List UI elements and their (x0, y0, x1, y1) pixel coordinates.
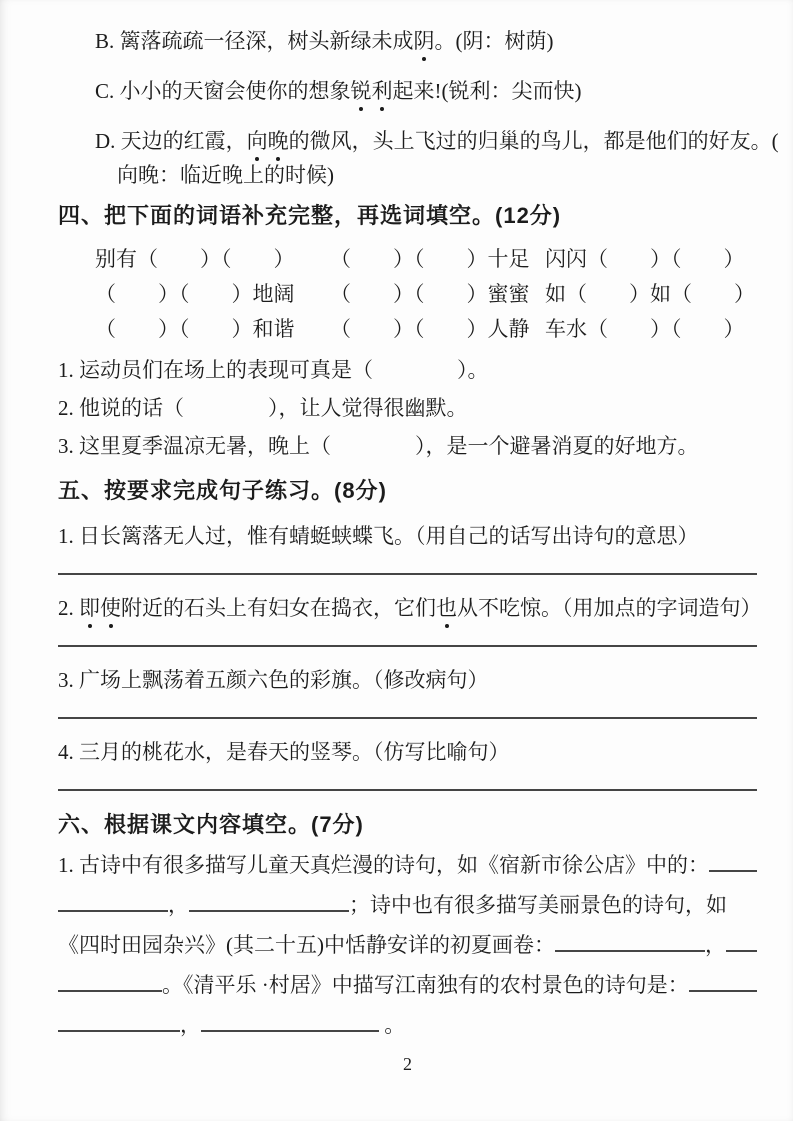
word-completion-item[interactable]: 如（ ）如（ ） (545, 282, 755, 306)
select-word-sentences (58, 351, 757, 465)
word-completion-grid (95, 242, 757, 347)
emphasized-character: 即 (79, 591, 100, 625)
answer-line[interactable] (58, 645, 757, 647)
section-four (58, 198, 757, 465)
exercise-option-b (95, 24, 757, 58)
word-completion-item[interactable]: 车水（ ）（ ） (545, 317, 745, 341)
recall-fill-line (58, 885, 757, 925)
text-segment: 从不吃惊。（用加点的字词造句） (457, 596, 762, 620)
answer-blank[interactable] (189, 892, 349, 912)
text-segment: 向晚：临近晚上的时候) (117, 163, 334, 187)
word-completion-item[interactable]: （ ）（ ）蜜蜜 (330, 282, 530, 306)
text-segment: 。 (379, 1013, 406, 1037)
text-segment: 的微风，头上飞过的归巢的鸟儿，都是他们的好友。( (288, 129, 779, 153)
text-segment: 附近的石头上有妇女在捣衣，它们 (121, 596, 436, 620)
text-segment: ， (168, 893, 189, 917)
text-segment: 起来!(锐利：尖而快) (392, 79, 582, 103)
text-segment: ；诗中也有很多描写美丽景色的诗句，如 (349, 893, 727, 917)
text-segment: 2. (58, 596, 79, 620)
select-word-sentence[interactable]: 1. 运动员们在场上的表现可真是（ ）。 (58, 358, 489, 382)
text-segment: C. 小小的天窗会使你的想象 (95, 79, 351, 103)
option-text-line (95, 74, 757, 108)
text-recall-lines (58, 845, 757, 1045)
text-segment: 。《清平乐 ·村居》中描写江南独有的农村景色的诗句是： (162, 973, 689, 997)
sentence-practice-list (58, 519, 762, 791)
section-six (58, 807, 757, 1045)
emphasized-character: 锐 (351, 74, 372, 108)
section-five (58, 473, 762, 791)
practice-question (58, 735, 757, 769)
answer-line[interactable] (58, 573, 757, 575)
option-text-line (95, 24, 757, 58)
word-completion-item[interactable]: （ ）（ ）十足 (330, 247, 530, 271)
text-segment: 1. 古诗中有很多描写儿童天真烂漫的诗句，如《宿新市徐公店》中的： (58, 853, 709, 877)
exercise-option-d (95, 124, 779, 192)
word-completion-item[interactable]: （ ）（ ）人静 (330, 317, 530, 341)
answer-blank[interactable] (58, 972, 162, 992)
answer-blank[interactable] (689, 972, 757, 992)
exercise-option-c (95, 74, 757, 108)
practice-question (58, 663, 757, 697)
section-six-title: 六、根据课文内容填空。(7分) (58, 812, 364, 837)
answer-blank[interactable] (58, 1012, 180, 1032)
word-completion-item[interactable]: 闪闪（ ）（ ） (545, 247, 745, 271)
answer-blank[interactable] (555, 932, 705, 952)
text-segment: ， (180, 1013, 201, 1037)
text-segment: ， (704, 933, 726, 957)
option-text-line (95, 158, 757, 192)
practice-question (58, 591, 762, 625)
answer-blank[interactable] (726, 932, 757, 952)
answer-blank[interactable] (58, 892, 168, 912)
page-number: 2 (403, 1054, 412, 1074)
text-segment: B. 篱落疏疏一径深，树头新绿未成 (95, 29, 414, 53)
emphasized-character: 也 (436, 591, 457, 625)
options-list (95, 24, 779, 192)
select-word-sentence[interactable]: 2. 他说的话（ ），让人觉得很幽默。 (58, 396, 468, 420)
select-word-sentence[interactable]: 3. 这里夏季温凉无暑，晚上（ ），是一个避暑消夏的好地方。 (58, 434, 699, 458)
emphasized-character: 利 (372, 74, 393, 108)
word-completion-item[interactable]: （ ）（ ）和谐 (95, 317, 295, 341)
emphasized-character: 向 (247, 124, 268, 158)
recall-fill-line (58, 965, 757, 1005)
word-completion-item[interactable]: 别有（ ）（ ） (95, 247, 295, 271)
recall-fill-line (58, 1005, 757, 1045)
option-text-line (95, 124, 779, 158)
text-segment: 《四时田园杂兴》(其二十五)中恬静安详的初夏画卷： (58, 933, 555, 957)
word-completion-item[interactable]: （ ）（ ）地阔 (95, 282, 295, 306)
recall-fill-line (58, 845, 757, 885)
answer-blank[interactable] (709, 852, 757, 872)
recall-fill-line (58, 925, 757, 965)
emphasized-character: 阴 (414, 24, 435, 58)
emphasized-character: 晚 (268, 124, 289, 158)
text-segment: D. 天边的红霞， (95, 129, 247, 153)
text-segment: 3. 广场上飘荡着五颜六色的彩旗。（修改病句） (58, 668, 489, 692)
answer-blank[interactable] (201, 1012, 379, 1032)
text-segment: 4. 三月的桃花水，是春天的竖琴。（仿写比喻句） (58, 740, 510, 764)
section-five-title: 五、按要求完成句子练习。(8分) (58, 478, 387, 503)
section-four-title: 四、把下面的词语补充完整，再选词填空。(12分) (58, 203, 562, 228)
text-segment: 。(阴：树荫) (434, 29, 554, 53)
emphasized-character: 使 (100, 591, 121, 625)
answer-line[interactable] (58, 789, 757, 791)
text-segment: 1. 日长篱落无人过，惟有蜻蜓蛱蝶飞。（用自己的话写出诗句的意思） (58, 524, 699, 548)
practice-question (58, 519, 757, 553)
answer-line[interactable] (58, 717, 757, 719)
